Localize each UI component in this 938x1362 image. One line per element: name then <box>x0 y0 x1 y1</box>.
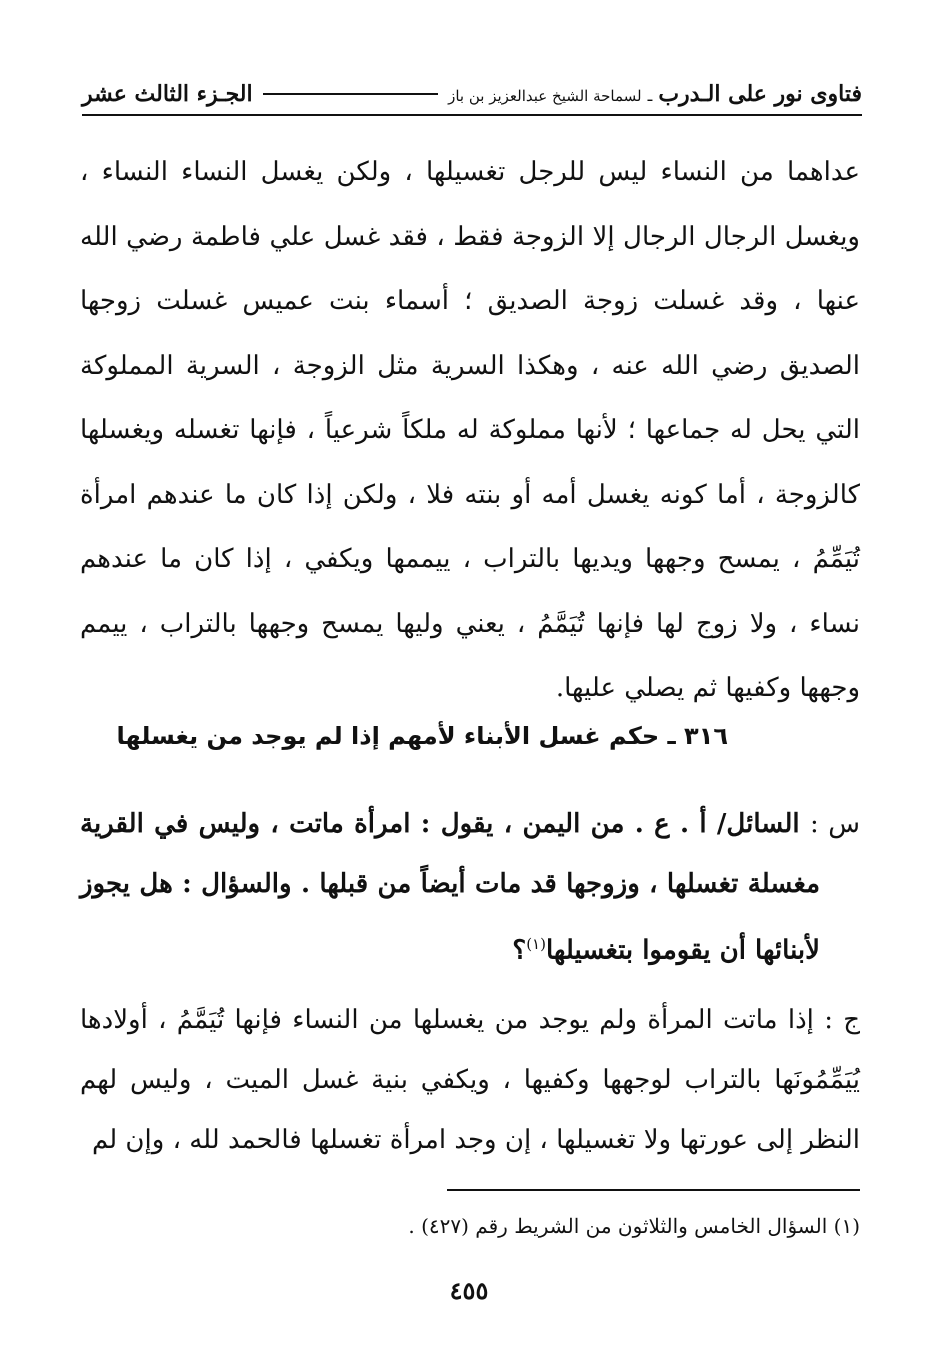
book-title: فتاوى نور على الـدرب <box>658 81 862 107</box>
footnote-separator <box>447 1189 860 1191</box>
question-text: السائل/ أ . ع . من اليمن ، يقول : امرأة ماتت ، وليس في القرية مغسلة تغسلها ، وزوجها قد مات أيضاً من قبلها . والسؤال : هل يجوز لأبنائها أن يقوموا بتغسيلها <box>80 809 820 966</box>
volume-part: الجـزء الثالث عشر <box>82 81 253 107</box>
question-block <box>80 794 860 981</box>
running-header <box>82 76 862 112</box>
footnote-marker: (١) <box>526 935 546 953</box>
answer-text: إذا ماتت المرأة ولم يوجد من يغسلها من النساء فإنها تُيَمَّمُ ، أولادها يُيَمِّمُونَها بالتراب لوجهها وكفيها ، ويكفي بنية غسل الميت ، وليس لهم النظر إلى عورتها ولا تغسيلها ، إن وجد امرأة تغسلها فالحمد لله ، وإن لم <box>80 1005 860 1155</box>
header-title-group <box>448 81 862 107</box>
header-separator: ـ <box>647 86 653 105</box>
footnote: (١) السؤال الخامس والثلاثون من الشريط رقم (٤٢٧) . <box>408 1214 860 1238</box>
author-name: لسماحة الشيخ عبدالعزيز بن باز <box>448 87 642 105</box>
page-number: ٤٥٥ <box>449 1276 489 1305</box>
continued-paragraph: عداهما من النساء ليس للرجل تغسيلها ، ولكن يغسل النساء النساء ، ويغسل الرجال الرجال إلا الزوجة فقط ، فقد غسل علي فاطمة رضي الله عنها ، وقد غسلت زوجة الصديق ؛ أسماء بنت عميس غسلت زوجها الصديق رضي الله عنه ، وهكذا السرية مثل الزوجة ، السرية المملوكة التي يحل له جماعها ؛ لأنها مملوكة له ملكاً شرعياً ، فإنها تغسله ويغسلها كالزوجة ، أما كونه يغسل أمه أو بنته فلا ، ولكن إذا كان ما عندهم امرأة تُيَمِّمُ ، يمسح وجهها ويديها بالتراب ، ييممها ويكفي ، إذا كان ما عندهم نساء ، ولا زوج لها فإنها تُيَمَّمُ ، يعني وليها يمسح وجهها بالتراب ، ييمم وجهها وكفيها ثم يصلي عليها. <box>80 157 860 703</box>
question-mark: ؟ <box>512 935 527 966</box>
question-label: س : <box>809 809 860 839</box>
header-underline <box>82 114 862 116</box>
answer-label: ج : <box>824 1005 861 1035</box>
header-dash-rule <box>263 93 438 95</box>
section-heading: ٣١٦ ـ حكم غسل الأبناء لأمهم إذا لم يوجد من يغسلها <box>116 722 728 750</box>
answer-block <box>80 990 860 1170</box>
